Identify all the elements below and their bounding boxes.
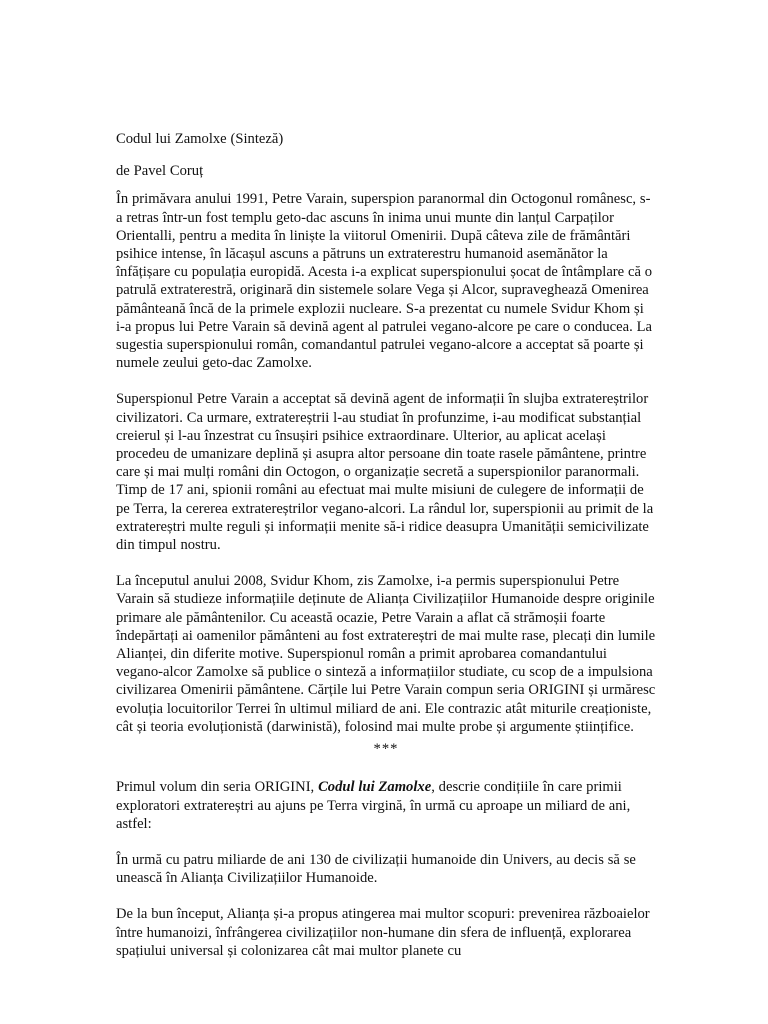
paragraph-1: În primăvara anului 1991, Petre Varain, superspion paranormal din Octogonul românesc, s-a retras într-un fost templu geto-dac ascuns în inima unui munte din lanțul Carpaților Orientalli, pentru a medita în liniște la viitorul Omenirii. După câteva zile de frământări psihice intense, în lăcașul ascuns a pătruns un extraterestru humanoid asemănător la înfățișare cu populația europidă. Acesta i-a explicat superspionului șocat de întâmplare că o patrulă extraterestră, originară din sistemele solare Vega și Alcor, supraveghează Omenirea pământeană încă de la primele explozii nucleare. S-a prezentat cu numele Svidur Khom și i-a propus lui Petre Varain să devină agent al patrulei vegano-alcore pe care o conducea. La sugestia superspionului român, comandantul patrulei vegano-alcore a acceptat să poarte și numele zeului geto-dac Zamolxe. — [116, 191, 653, 372]
section-separator: *** — [373, 741, 399, 758]
book-title-emphasis: Codul lui Zamolxe — [318, 779, 432, 796]
paragraph-4-rest: , descrie condițiile în care primii exploratori extratereștri au ajuns pe Terra virgină, în urmă cu aproape un miliard de ani, astfel: — [116, 779, 631, 832]
paragraph-6: De la bun început, Alianța și-a propus atingerea mai multor scopuri: prevenirea războaielor între humanoizi, înfrângerea civilizațiilor non-humane din sfera de influență, explorarea spațiului universal și colonizarea cât mai multor planete cu — [116, 906, 650, 959]
paragraph-4 — [116, 778, 656, 833]
paragraph-2: Superspionul Petre Varain a acceptat să devină agent de informații în slujba extratereștrilor civilizatori. Ca urmare, extratereștrii l-au studiat în profunzime, i-au modificat substanțial creierul și l-au înzestrat cu însușiri psihice extraordinare. Ulterior, au aplicat același procedeu de umanizare deplină și asupra altor persoane din toate rasele pământene, printre care și mai mulți români din Octogon, o organizație secretă a superspionilor paranormali. Timp de 17 ani, spionii români au efectuat mai multe misiuni de culegere de informații de pe Terra, la cererea extratereștrilor vegano-alcori. La rândul lor, superspionii au primit de la extratereștri multe reguli și informații menite să-i ridice deasupra Umanității semicivilizate din timpul nostru. — [116, 391, 654, 554]
document-title: Codul lui Zamolxe (Sinteză) — [116, 131, 284, 147]
paragraph-5: În urmă cu patru miliarde de ani 130 de civilizații humanoide din Univers, au decis să se unească în Alianța Civilizațiilor Humanoide. — [116, 851, 636, 887]
document-page — [116, 130, 656, 978]
paragraph-4-intro: Primul volum din seria ORIGINI, — [116, 779, 319, 796]
paragraph-3: La începutul anului 2008, Svidur Khom, zis Zamolxe, i-a permis superspionului Petre Varain să studieze informațiile deținute de Alianța Civilizațiilor Humanoide despre originile primare ale pământenilor. Cu această ocazie, Petre Varain a aflat că strămoșii foarte îndepărtați ai oamenilor pământeni au fost extratereștri de mai multe rase, plecați din lumile Alianței, din diferite motive. Superspionul român a primit aprobarea comandantului vegano-alcor Zamolxe să publice o sinteză a informațiilor studiate, cu scop de a impulsiona civilizarea Omenirii pământene. Cărțile lui Petre Varain compun seria ORIGINI și urmăresc evoluția locuitorilor Terrei în ultimul miliard de ani. Ele contrazic atât miturile creaționiste, cât și teoria evoluționistă (darwinistă), folosind mai multe probe și argumente științifice. — [116, 573, 656, 735]
document-author: de Pavel Coruț — [116, 163, 204, 180]
